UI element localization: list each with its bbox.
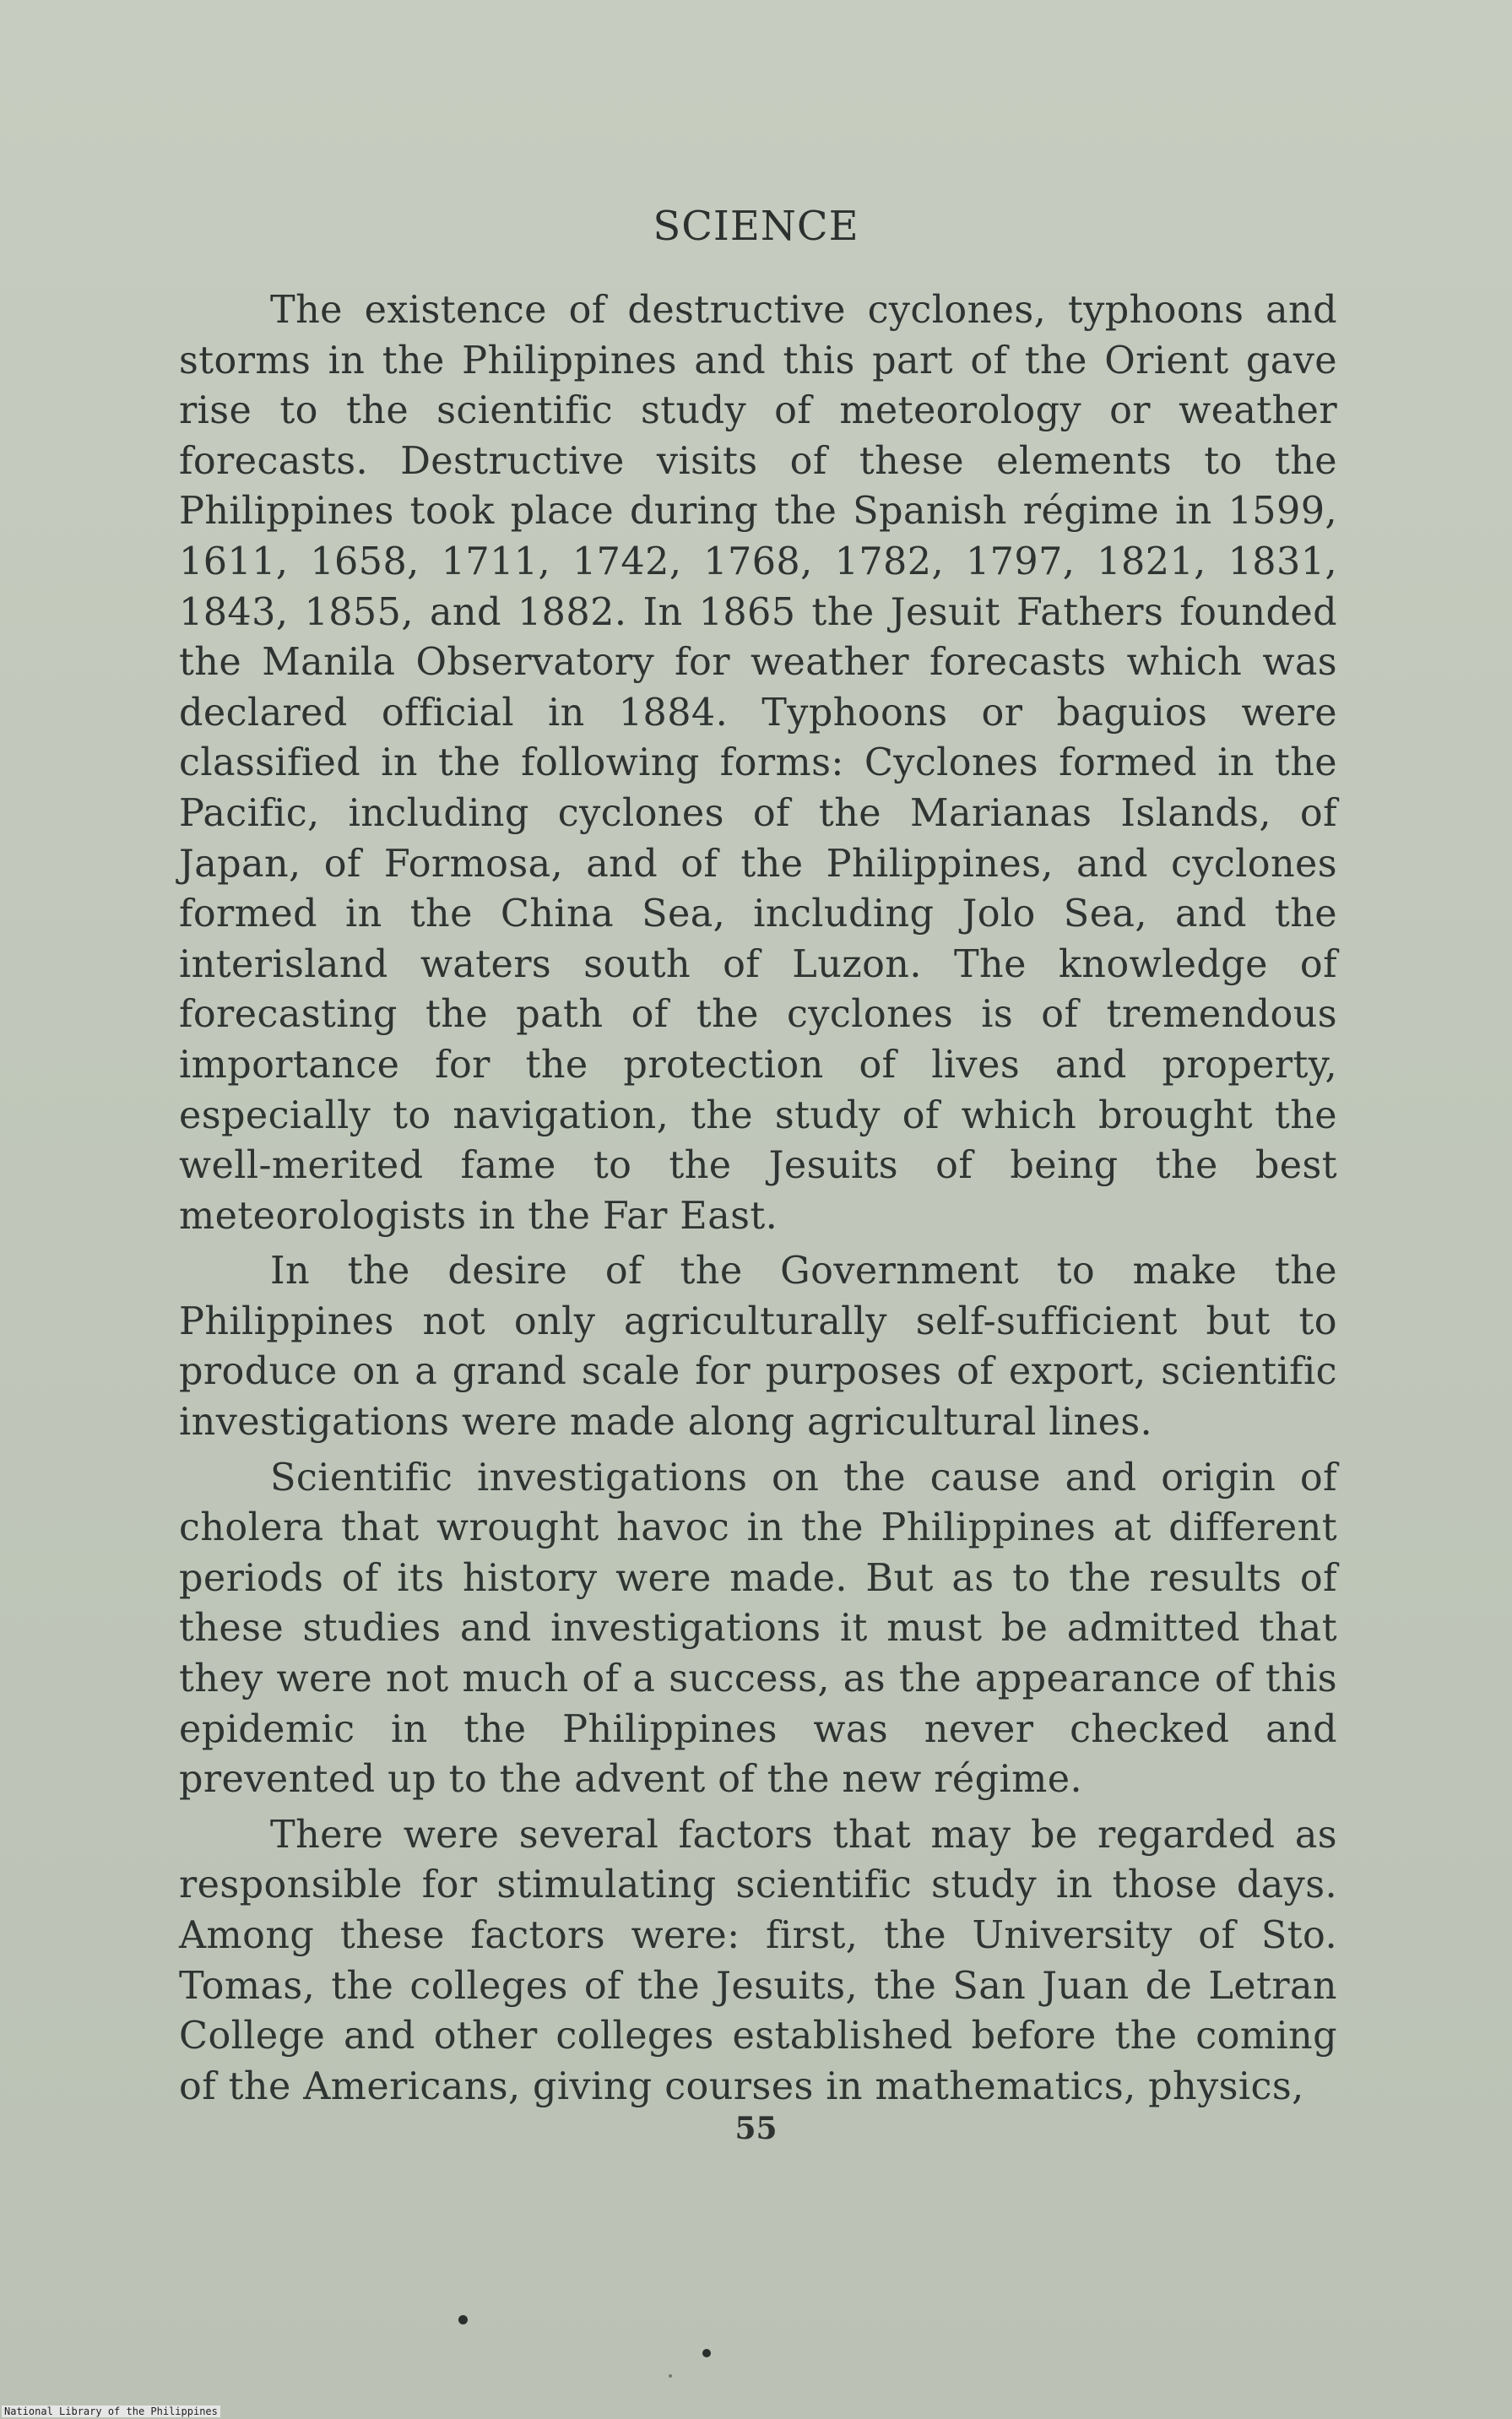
paragraph-2: In the desire of the Government to make the Philippines not only agriculturally self-sufficient but to produce on a grand scale for purposes of export, scientific investigations were made along agricultural lines. [179,1250,1337,1445]
ink-speck [458,2315,468,2324]
page-number: 55 [734,2111,778,2146]
ink-speck [702,2349,711,2357]
paragraph-1: The existence of destructive cyclones, typhoons and storms in the Philippines and this part of the Orient gave rise to the scientific study of meteorology or weather forecasts. Destructive visits of these elements to the Philippines took place during the Spanish régime in 1599, 1611, 1658, 1711, 1742, 1768, 1782, 1797, 1821, 1831, 1843, 1855, and 1882. In 1865 the Jesuit Fathers founded the Manila Observatory for weather forecasts which was declared official in 1884. Typhoons or baguios were classified in the following forms: Cyclones formed in the Pacific, including cyclones of the Marianas Islands, of Japan, of Formosa, and of the Philippines, and cyclones formed in the China Sea, including Jolo Sea, and the interisland waters south of Luzon. The knowledge of forecasting the path of the cyclones is of tremendous importance for the protection of lives and property, especially to navigation, the study of which brought the well-merited fame to the Jesuits of being the best meteorologists in the Far East. [179,289,1337,1238]
paragraph-4: There were several factors that may be regarded as responsible for stimulating scientific study in those days. Among these factors were: first, the University of Sto. Tomas, the colleges of the Jesuits, the San Juan de Letran College and other colleges established before the coming of the Americans, giving courses in mathematics, physics, [179,1813,1337,2108]
ink-speck [669,2374,672,2378]
library-footer: National Library of the Philippines [2,2405,220,2417]
paragraph-3: Scientific investigations on the cause and origin of cholera that wrought havoc in the Philippines at different periods of its history were made. But as to the results of these studies and investigations it must be admitted that they were not much of a success, as the appearance of this epidemic in the Philippines was never checked and prevented up to the advent of the new régime. [179,1456,1337,1802]
body-text [179,285,1337,2117]
page-heading: SCIENCE [653,203,859,250]
